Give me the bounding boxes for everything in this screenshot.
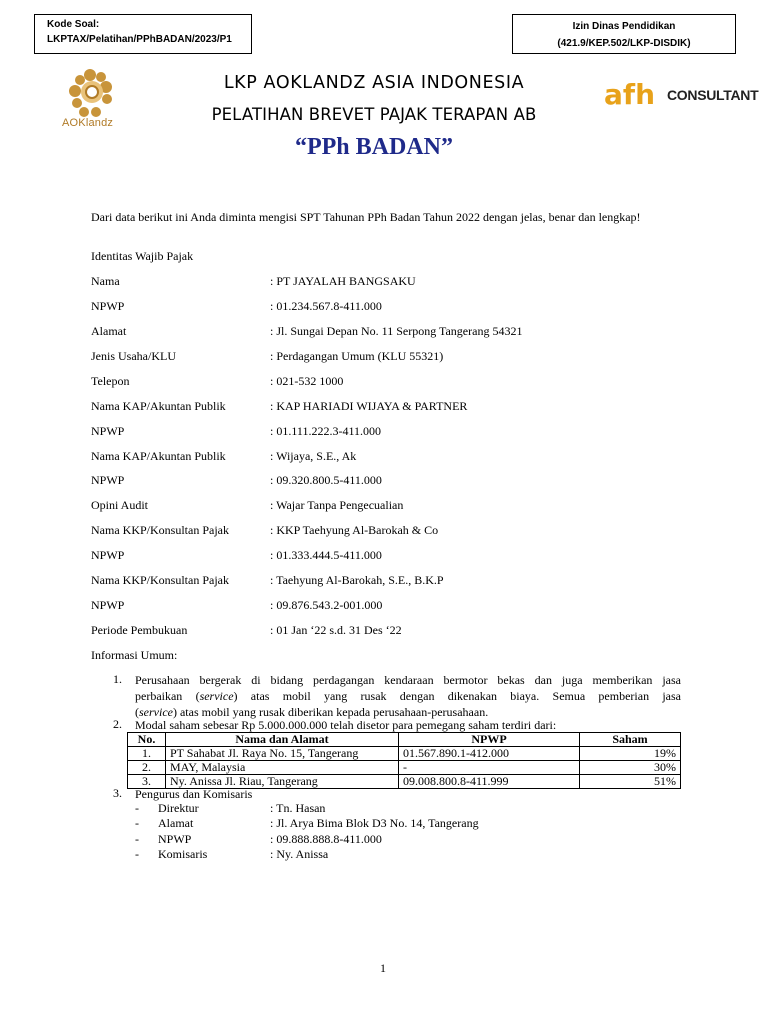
cell-saham: 19%: [580, 747, 681, 761]
identity-label: Alamat: [91, 323, 127, 338]
identitas-title: Identitas Wajib Pajak: [91, 249, 194, 263]
afh-logo-mark: afh: [604, 80, 656, 108]
col-no: No.: [128, 733, 166, 747]
table-header-row: [128, 733, 681, 747]
shareholder-table-body: [128, 747, 681, 789]
document-title: “PPh BADAN”: [294, 134, 453, 160]
identity-value: : Perdagangan Umum (KLU 55321): [270, 348, 444, 363]
cell-saham: 51%: [580, 775, 681, 789]
pengurus-value: : Tn. Hasan: [270, 801, 326, 815]
cell-saham: 30%: [580, 761, 681, 775]
org-name: LKP AOKLANDZ ASIA INDONESIA: [223, 73, 525, 93]
identity-label: Nama KKP/Konsultan Pajak: [91, 573, 229, 588]
cell-npwp: 01.567.890.1-412.000: [399, 747, 580, 761]
list-dash: -: [135, 831, 139, 846]
kode-soal-value: LKPTAX/Pelatihan/PPhBADAN/2023/P1: [47, 34, 232, 45]
identity-label: NPWP: [91, 598, 125, 613]
cell-npwp: -: [399, 761, 580, 775]
identity-value: : 09.876.543.2-001.000: [270, 598, 383, 613]
identity-label: Periode Pembukuan: [91, 623, 188, 638]
identity-label: NPWP: [91, 548, 125, 563]
info-item-2: Modal saham sebesar Rp 5.000.000.000 telah disetor para pemegang saham terdiri dari:: [135, 718, 557, 732]
identity-value: : KKP Taehyung Al-Barokah & Co: [270, 523, 439, 538]
identity-label: NPWP: [91, 298, 125, 313]
identity-value: : Jl. Sungai Depan No. 11 Serpong Tangerang 54321: [270, 323, 523, 338]
identity-value: : KAP HARIADI WIJAYA & PARTNER: [270, 398, 468, 413]
list-number: 2.: [113, 717, 122, 731]
identity-value: : 09.320.800.5-411.000: [270, 473, 382, 488]
cell-npwp: 09.008.800.8-411.999: [399, 775, 580, 789]
identity-label: NPWP: [91, 473, 125, 488]
identity-label: Nama KAP/Akuntan Publik: [91, 448, 226, 463]
aoklandz-logo-text: AOKlandz: [62, 117, 114, 129]
list-dash: -: [135, 816, 139, 831]
text: (: [135, 705, 139, 719]
identity-label: NPWP: [91, 423, 125, 438]
kode-soal-box: [34, 14, 252, 54]
info-item-1-line2: [135, 688, 681, 704]
cell-no: 1.: [128, 747, 166, 761]
identity-value: : Wajar Tanpa Pengecualian: [270, 498, 404, 513]
identity-value: : Taehyung Al-Barokah, S.E., B.K.P: [270, 573, 444, 588]
afh-logo-icon: [604, 80, 666, 108]
col-saham: Saham: [580, 733, 681, 747]
service-term: service: [199, 689, 234, 703]
izin-dinas-box: [512, 14, 736, 54]
pengurus-label: Alamat: [158, 816, 194, 831]
identity-label: Jenis Usaha/KLU: [91, 348, 176, 363]
list-dash: -: [135, 801, 139, 815]
pengurus-label: NPWP: [158, 831, 192, 846]
col-npwp: NPWP: [399, 733, 580, 747]
text: ) atas mobil yang rusak diberikan kepada perusahaan-perusahaan.: [172, 705, 489, 719]
info-item-1: [135, 672, 681, 720]
identity-label: Nama KKP/Konsultan Pajak: [91, 523, 229, 538]
identity-value: : 01.333.444.5-411.000: [270, 548, 382, 563]
pengurus-label: Direktur: [158, 801, 199, 815]
identity-label: Opini Audit: [91, 498, 149, 513]
page-number: 1: [380, 961, 386, 975]
list-dash: -: [135, 846, 139, 861]
cell-nama-alamat: Ny. Anissa Jl. Riau, Tangerang: [166, 775, 399, 789]
course-title: PELATIHAN BREVET PAJAK TERAPAN AB: [211, 105, 537, 124]
text: ) atas mobil yang rusak dengan dikenakan biaya. Semua pemberian jasa: [233, 689, 681, 703]
shareholder-table: [127, 732, 681, 789]
identity-value: : 01.111.222.3-411.000: [270, 423, 381, 438]
identity-value: : Wijaya, S.E., Ak: [270, 448, 357, 463]
info-item-3: Pengurus dan Komisaris: [135, 787, 253, 801]
identity-label: Nama: [91, 274, 120, 288]
identity-label: Telepon: [91, 373, 130, 388]
izin-dinas-label: Izin Dinas Pendidikan: [572, 21, 676, 32]
consultant-logo-text: CONSULTANT: [667, 87, 759, 103]
list-number: 3.: [113, 786, 122, 800]
cell-no: 3.: [128, 775, 166, 789]
identity-label: Nama KAP/Akuntan Publik: [91, 398, 226, 413]
pengurus-label: Komisaris: [158, 846, 208, 861]
pengurus-value: : Ny. Anissa: [270, 846, 329, 861]
info-item-1-line1: Perusahaan bergerak di bidang perdagangan kendaraan bermotor bekas dan juga memberikan jasa: [135, 673, 681, 687]
text: perbaikan (: [135, 689, 200, 703]
pengurus-value: : 09.888.888.8-411.000: [270, 831, 382, 846]
identity-value: : PT JAYALAH BANGSAKU: [270, 274, 416, 288]
identity-value: : 01 Jan ‘22 s.d. 31 Des ‘22: [270, 623, 402, 638]
intro-paragraph: Dari data berikut ini Anda diminta mengisi SPT Tahunan PPh Badan Tahun 2022 dengan jelas, benar dan lengkap!: [91, 210, 641, 224]
table-row: [128, 761, 681, 775]
identity-value: : 021-532 1000: [270, 373, 344, 388]
service-term: service: [139, 705, 173, 719]
cell-nama-alamat: MAY, Malaysia: [166, 761, 399, 775]
info-title: Informasi Umum:: [91, 648, 178, 662]
col-nama-alamat: Nama dan Alamat: [166, 733, 399, 747]
list-number: 1.: [113, 672, 122, 686]
identity-value: : 01.234.567.8-411.000: [270, 298, 382, 313]
izin-dinas-value: (421.9/KEP.502/LKP-DISDIK): [557, 38, 691, 49]
cell-no: 2.: [128, 761, 166, 775]
kode-soal-label: Kode Soal:: [47, 19, 100, 30]
cell-nama-alamat: PT Sahabat Jl. Raya No. 15, Tangerang: [166, 747, 399, 761]
pengurus-value: : Jl. Arya Bima Blok D3 No. 14, Tangerang: [270, 816, 479, 831]
table-row: [128, 747, 681, 761]
